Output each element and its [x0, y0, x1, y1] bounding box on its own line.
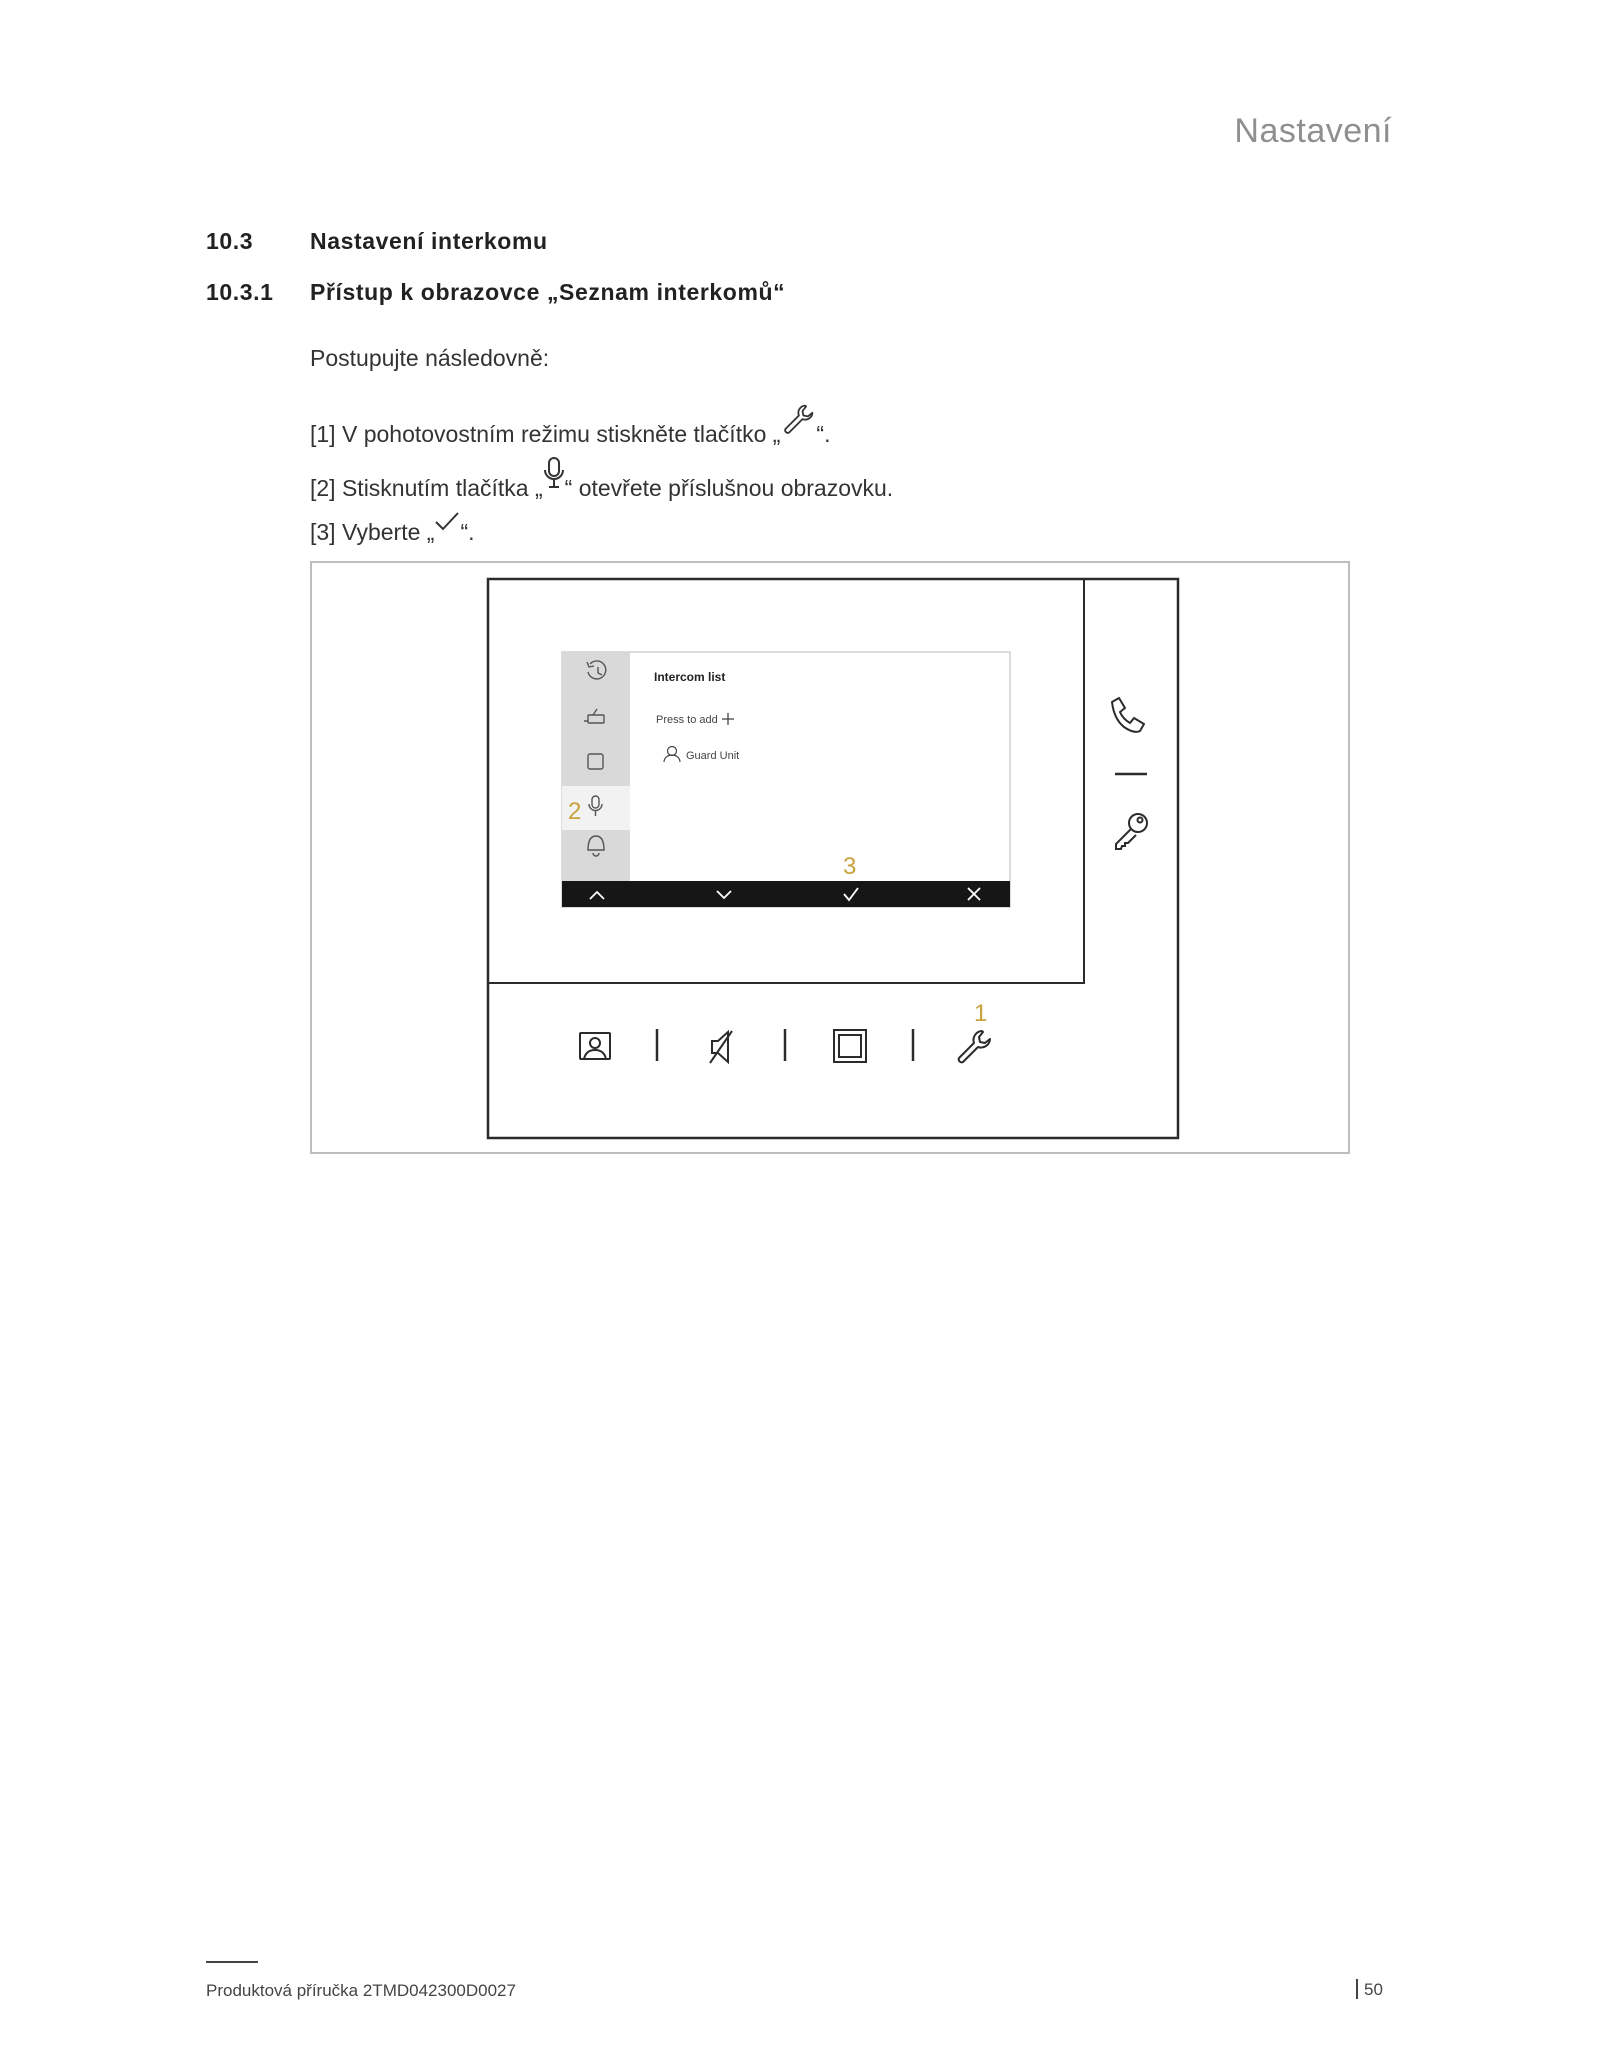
- step-1: [310, 402, 830, 450]
- step-2: [310, 456, 893, 504]
- callout-1: 1: [974, 1000, 988, 1027]
- square-icon: [834, 1030, 866, 1062]
- contact-icon: [580, 1033, 610, 1059]
- subsection-title: Přístup k obrazovce „Seznam interkomů“: [310, 279, 786, 305]
- step-3-prefix: [3] Vyberte „: [310, 519, 435, 545]
- step-1-prefix: [1] V pohotovostním režimu stiskněte tlačítko „: [310, 421, 781, 447]
- section-number: 10.3: [206, 228, 254, 254]
- phone-icon: [1112, 698, 1144, 732]
- step-3: [310, 510, 475, 548]
- device-illustration: [312, 563, 1348, 1152]
- page-number: 50: [1356, 1979, 1383, 1999]
- step-3-suffix: “.: [460, 519, 475, 545]
- microphone-icon: [543, 456, 565, 504]
- list-item-guard-unit: Guard Unit: [686, 750, 740, 762]
- intro-text: Postupujte následovně:: [310, 345, 550, 371]
- mute-icon: [710, 1031, 732, 1063]
- device-figure: [310, 561, 1350, 1154]
- callout-3: 3: [843, 853, 857, 880]
- chapter-title: Nastavení: [1234, 112, 1392, 150]
- footer-document-title: Produktová příručka 2TMD042300D0027: [206, 1981, 516, 2000]
- section-title: Nastavení interkomu: [310, 228, 548, 254]
- screen-sidebar: [562, 652, 630, 881]
- subsection-number: 10.3.1: [206, 279, 274, 305]
- wrench-icon: [780, 402, 816, 450]
- key-icon: [1116, 814, 1147, 849]
- callout-2: 2: [568, 798, 582, 825]
- step-2-prefix: [2] Stisknutím tlačítka „: [310, 475, 543, 501]
- screen-bottom-bar: [562, 881, 1010, 907]
- screen-title: Intercom list: [654, 670, 726, 684]
- footer-rule: [206, 1961, 258, 1963]
- checkmark-icon: [434, 510, 460, 548]
- step-2-suffix: “ otevřete příslušnou obrazovku.: [564, 475, 894, 501]
- press-to-add-label: Press to add: [656, 714, 718, 726]
- step-1-suffix: “.: [816, 421, 831, 447]
- wrench-icon: [959, 1031, 990, 1062]
